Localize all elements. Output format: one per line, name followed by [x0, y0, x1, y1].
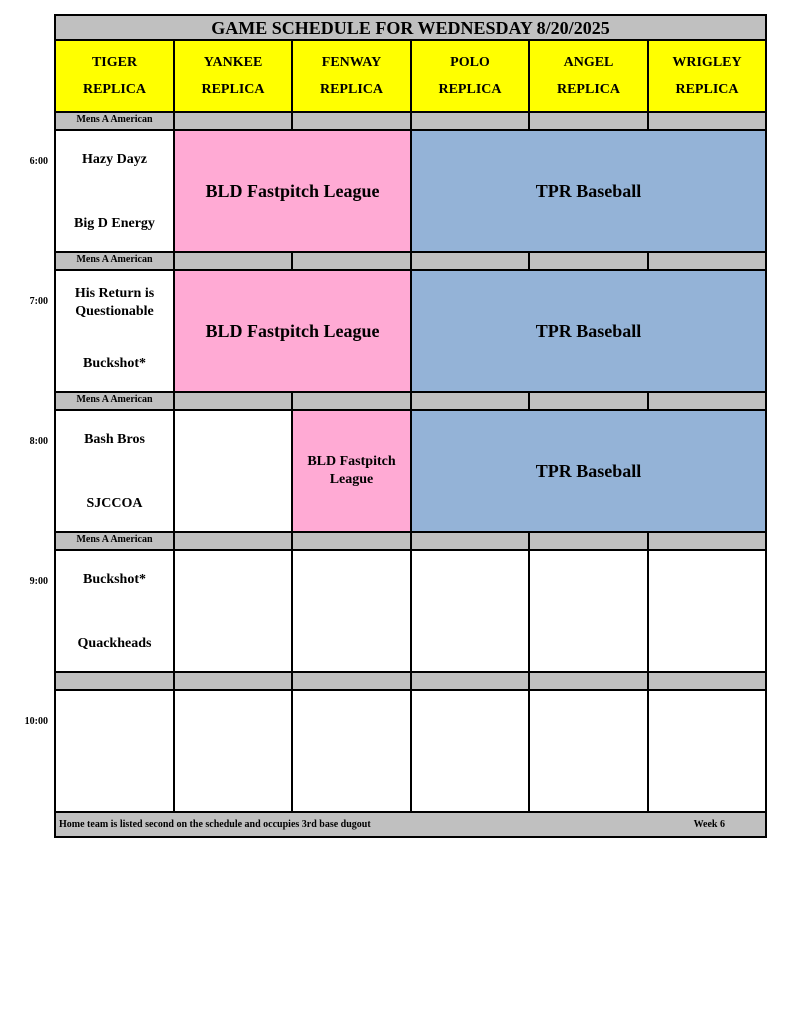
divider-cell	[173, 671, 293, 691]
divider-cell	[291, 671, 412, 691]
away-team: Hazy Dayz	[82, 152, 147, 167]
schedule-sheet	[24, 14, 767, 838]
divider-cell	[647, 111, 767, 131]
divider-cell	[410, 391, 530, 411]
field-sub: REPLICA	[82, 82, 146, 97]
divider-cell	[173, 111, 293, 131]
time-label: 9:00	[29, 576, 48, 587]
empty-cell	[647, 689, 767, 813]
field-sub: REPLICA	[319, 82, 383, 97]
tpr-baseball-block: TPR Baseball	[410, 269, 767, 393]
field-header-polo	[410, 39, 530, 113]
field-sub: REPLICA	[201, 82, 265, 97]
time-label: 6:00	[29, 156, 48, 167]
divider-cell	[173, 251, 293, 271]
tpr-baseball-block: TPR Baseball	[410, 129, 767, 253]
empty-cell	[291, 689, 412, 813]
empty-cell	[528, 689, 649, 813]
division-label: Mens A American	[54, 251, 175, 271]
divider-cell	[291, 251, 412, 271]
empty-cell	[173, 409, 293, 533]
divider-cell	[173, 531, 293, 551]
schedule-footer	[54, 811, 767, 838]
divider-cell	[291, 531, 412, 551]
divider-cell	[410, 251, 530, 271]
away-team: Bash Bros	[84, 432, 145, 447]
bld-fastpitch-block: BLD Fastpitch League	[291, 409, 412, 533]
field-sub: REPLICA	[556, 82, 620, 97]
divider-cell	[647, 671, 767, 691]
game-cell	[54, 129, 175, 253]
empty-cell	[410, 549, 530, 673]
divider-cell	[528, 251, 649, 271]
empty-cell	[528, 549, 649, 673]
divider-cell	[291, 391, 412, 411]
away-team: Buckshot*	[82, 572, 147, 587]
divider-cell	[410, 531, 530, 551]
home-team: SJCCOA	[86, 496, 143, 511]
field-sub: REPLICA	[675, 82, 739, 97]
tpr-baseball-block: TPR Baseball	[410, 409, 767, 533]
time-label: 10:00	[24, 716, 48, 727]
division-label	[54, 671, 175, 691]
field-name: WRIGLEY	[672, 55, 742, 70]
divider-cell	[173, 391, 293, 411]
division-label: Mens A American	[54, 531, 175, 551]
field-header-wrigley	[647, 39, 767, 113]
divider-cell	[528, 671, 649, 691]
field-sub: REPLICA	[438, 82, 502, 97]
empty-cell	[647, 549, 767, 673]
game-cell	[54, 269, 175, 393]
time-label: 7:00	[29, 296, 48, 307]
home-team: Big D Energy	[74, 216, 155, 231]
field-name: ANGEL	[563, 55, 614, 70]
divider-cell	[647, 391, 767, 411]
empty-cell	[54, 689, 175, 813]
divider-cell	[291, 111, 412, 131]
field-name: TIGER	[91, 55, 138, 70]
home-team: Quackheads	[77, 636, 152, 651]
divider-cell	[528, 531, 649, 551]
divider-cell	[410, 111, 530, 131]
division-label: Mens A American	[54, 111, 175, 131]
field-header-angel	[528, 39, 649, 113]
game-cell	[54, 549, 175, 673]
field-header-tiger	[54, 39, 175, 113]
empty-cell	[173, 549, 293, 673]
field-header-yankee	[173, 39, 293, 113]
divider-cell	[528, 111, 649, 131]
empty-cell	[410, 689, 530, 813]
schedule-title: GAME SCHEDULE FOR WEDNESDAY 8/20/2025	[54, 14, 767, 41]
empty-cell	[291, 549, 412, 673]
divider-cell	[647, 251, 767, 271]
divider-cell	[647, 531, 767, 551]
empty-cell	[173, 689, 293, 813]
week-label: Week 6	[693, 819, 725, 830]
bld-fastpitch-block: BLD Fastpitch League	[173, 129, 412, 253]
division-label: Mens A American	[54, 391, 175, 411]
field-name: YANKEE	[203, 55, 263, 70]
divider-cell	[410, 671, 530, 691]
time-label: 8:00	[29, 436, 48, 447]
home-team-note: Home team is listed second on the schedule and occupies 3rd base dugout	[59, 819, 371, 830]
away-team: His Return is Questionable	[74, 286, 155, 319]
bld-fastpitch-block: BLD Fastpitch League	[173, 269, 412, 393]
field-name: FENWAY	[321, 55, 382, 70]
game-cell	[54, 409, 175, 533]
field-header-fenway	[291, 39, 412, 113]
divider-cell	[528, 391, 649, 411]
home-team: Buckshot*	[82, 356, 147, 371]
field-name: POLO	[450, 55, 490, 70]
